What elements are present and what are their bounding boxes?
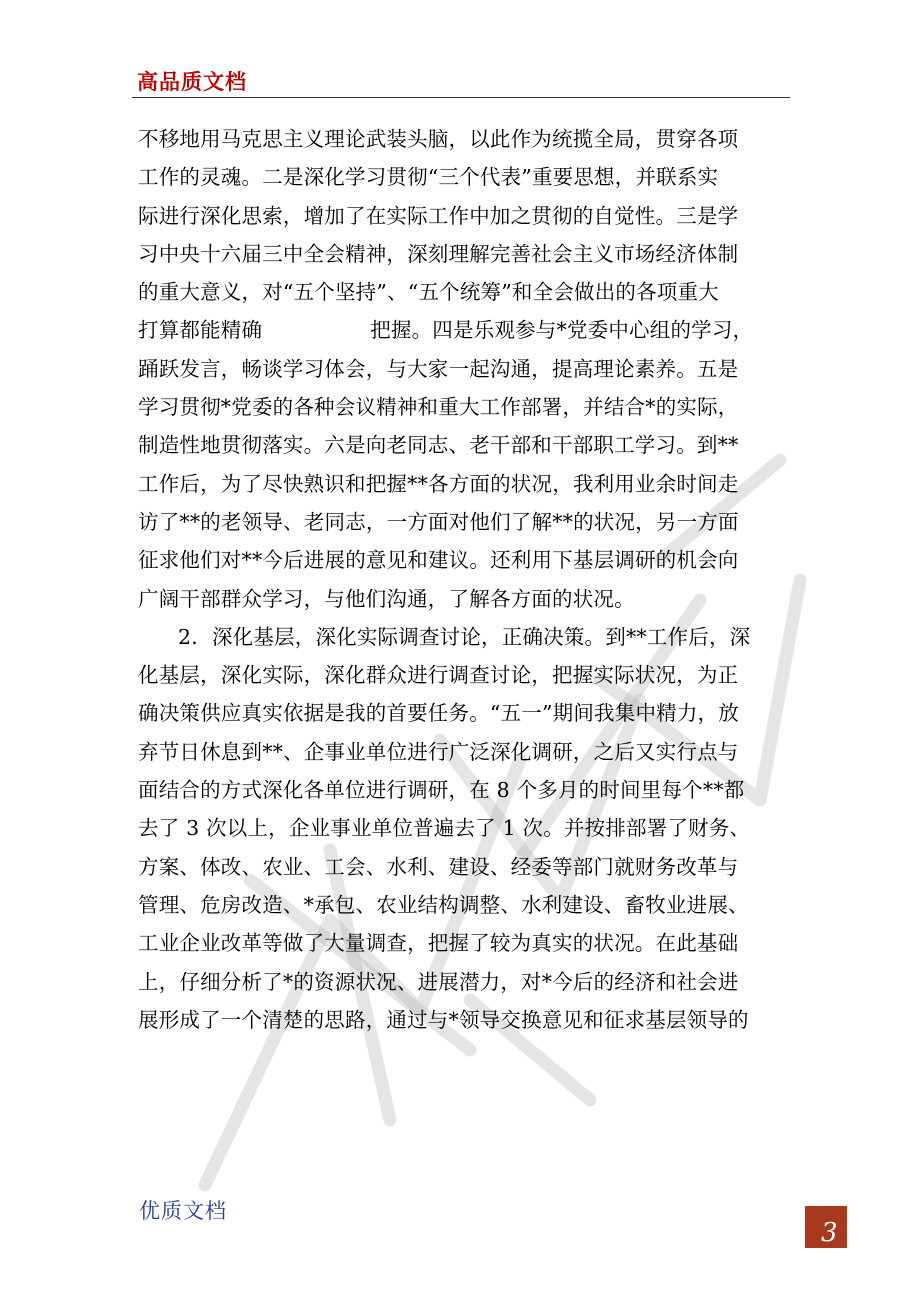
text-line: 管理、危房改造、*承包、农业结构调整、水利建设、畜牧业进展、 xyxy=(138,892,749,917)
text-fragment: 打算都能精确 xyxy=(138,318,263,343)
text-line: 踊跃发言，畅谈学习体会，与大家一起沟通，提高理论素养。五是 xyxy=(138,356,739,381)
text-line xyxy=(138,311,778,349)
text-line: 工业企业改革等做了大量调查，把握了较为真实的状况。在此基础 xyxy=(138,931,739,956)
text-line: 展形成了一个清楚的思路，通过与*领导交换意见和征求基层领导的 xyxy=(138,1007,749,1032)
text-line: 学习贯彻*党委的各种会议精神和重大工作部署，并结合*的实际， xyxy=(138,395,739,420)
page-number: 3 xyxy=(821,1218,838,1248)
text-line: 制造性地贯彻落实。六是向老同志、老干部和干部职工学习。到** xyxy=(138,433,739,458)
text-line: 访了**的老领导、老同志，一方面对他们了解**的状况，另一方面 xyxy=(138,509,739,534)
text-line: 的重大意义，对“五个坚持”、“五个统筹”和全会做出的各项重大 xyxy=(138,280,719,305)
header-title: 高品质文档 xyxy=(137,70,247,94)
text-line: 方案、体改、农业、工会、水利、建设、经委等部门就财务改革与 xyxy=(138,854,739,879)
text-line: 化基层，深化实际，深化群众进行调查讨论，把握实际状况，为正 xyxy=(138,663,739,688)
text-line: 工作的灵魂。二是深化学习贯彻“三个代表”重要思想，并联系实 xyxy=(138,165,719,190)
footer-title: 优质文档 xyxy=(139,1199,227,1223)
document-body xyxy=(138,120,778,1039)
header-rule xyxy=(132,97,790,98)
text-line: 上，仔细分析了*的资源状况、进展潜力，对*今后的经济和社会进 xyxy=(138,969,739,994)
text-line: 工作后，为了尽快熟识和把握**各方面的状况，我利用业余时间走 xyxy=(138,471,739,496)
text-line: 去了 3 次以上，企业事业单位普遍去了 1 次。并按排部署了财务、 xyxy=(138,816,751,841)
text-line: 际进行深化思索，增加了在实际工作中加之贯彻的自觉性。三是学 xyxy=(138,203,739,228)
text-fragment: 把握。四是乐观参与*党委中心组的学习， xyxy=(370,318,754,343)
text-line: 习中央十六届三中全会精神，深刻理解完善社会主义市场经济体制 xyxy=(138,241,739,266)
text-line: 2．深化基层，深化实际调查讨论，正确决策。到**工作后，深 xyxy=(178,624,751,649)
text-line: 广阔干部群众学习，与他们沟通，了解各方面的状况。 xyxy=(138,586,635,611)
text-line: 征求他们对**今后进展的意见和建议。还利用下基层调研的机会向 xyxy=(138,548,739,573)
text-line: 不移地用马克思主义理论武装头脑，以此作为统揽全局，贯穿各项 xyxy=(138,127,739,151)
text-line: 确决策供应真实依据是我的首要任务。“五一”期间我集中精力，放 xyxy=(138,701,739,726)
text-line: 弃节日休息到**、企事业单位进行广泛深化调研，之后又实行点与 xyxy=(138,739,739,764)
text-line: 面结合的方式深化各单位进行调研，在 8 个多月的时间里每个**都 xyxy=(138,778,745,803)
